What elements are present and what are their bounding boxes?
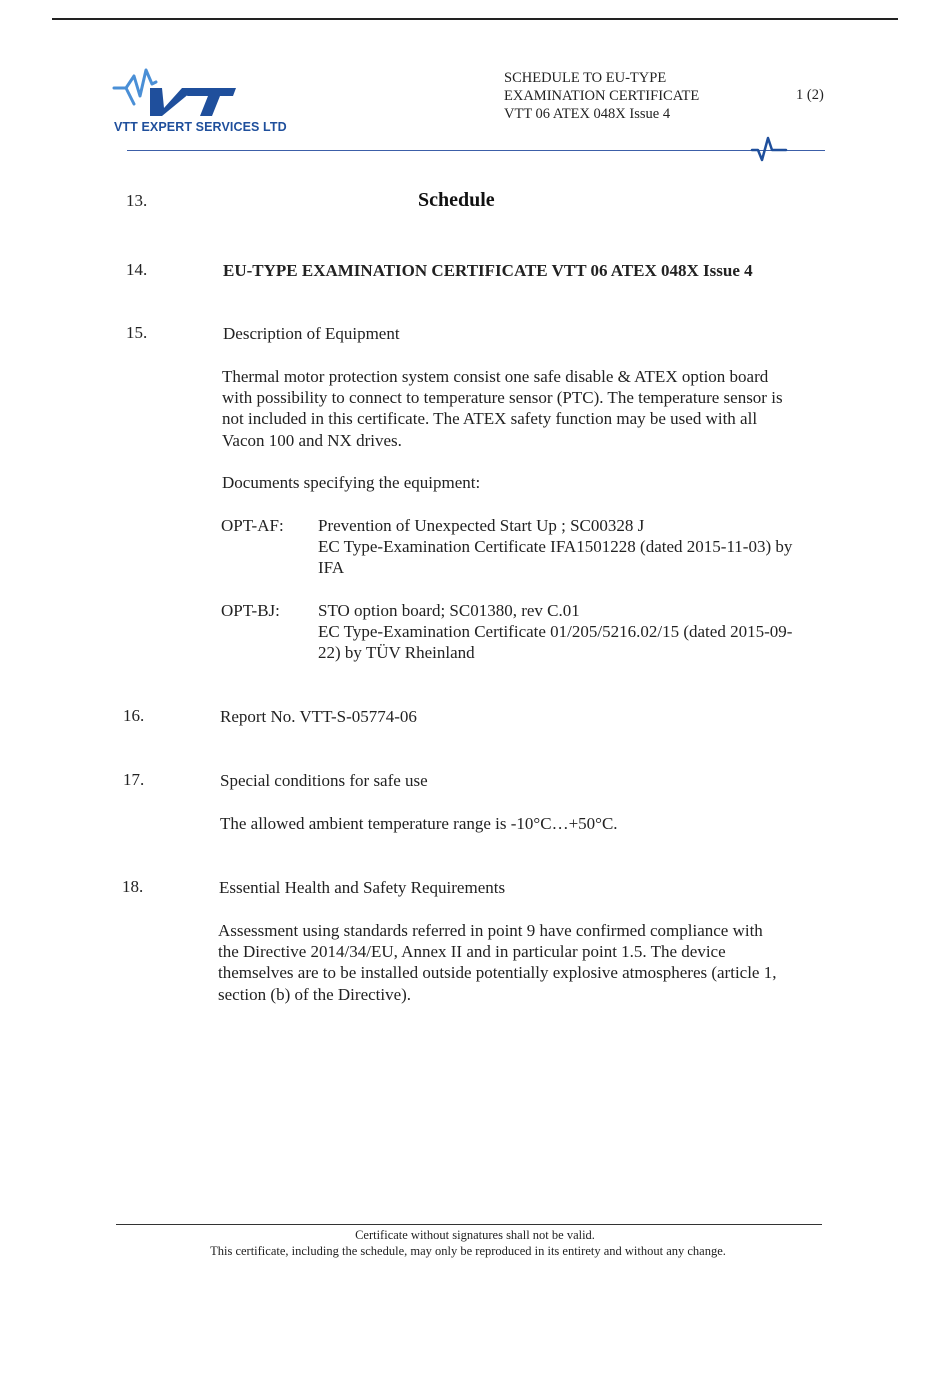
opt-af-details [318, 515, 792, 579]
header-line-1: SCHEDULE TO EU-TYPE [504, 70, 667, 86]
footer-reproduction-note: This certificate, including the schedule, may only be reproduced in its entirety and without any change. [210, 1244, 726, 1258]
section-13-number: 13. [126, 191, 148, 210]
footer-rule [116, 1224, 822, 1225]
section-17-number: 17. [123, 770, 145, 789]
assessment-line: section (b) of the Directive). [218, 984, 412, 1004]
equipment-description [222, 366, 783, 451]
assessment-line: the Directive 2014/34/EU, Annex II and in particular point 1.5. The device [218, 942, 726, 962]
section-18-title: Essential Health and Safety Requirements [219, 878, 506, 897]
description-line: with possibility to connect to temperature sensor (PTC). The temperature sensor is [222, 388, 783, 408]
opt-bj-line: EC Type-Examination Certificate 01/205/5216.02/15 (dated 2015-09- [318, 622, 793, 642]
description-line: Vacon 100 and NX drives. [222, 430, 402, 450]
opt-af-line: EC Type-Examination Certificate IFA1501228 (dated 2015-11-03) by [318, 537, 793, 557]
opt-bj-details [318, 600, 792, 664]
section-15-title: Description of Equipment [223, 324, 400, 343]
report-number: Report No. VTT-S-05774-06 [220, 707, 417, 726]
page-number: 1 (2) [796, 87, 824, 103]
assessment-line: themselves are to be installed outside potentially explosive atmospheres (article 1, [218, 963, 777, 983]
opt-af-label: OPT-AF: [221, 516, 284, 535]
documents-intro: Documents specifying the equipment: [222, 473, 481, 492]
certificate-title: EU-TYPE EXAMINATION CERTIFICATE VTT 06 ATEX 048X Issue 4 [223, 261, 753, 280]
header-line-3: VTT 06 ATEX 048X Issue 4 [504, 106, 671, 122]
section-18-number: 18. [122, 877, 144, 896]
temperature-range: The allowed ambient temperature range is -10°C…+50°C. [220, 814, 618, 833]
schedule-title: Schedule [418, 189, 495, 211]
opt-bj-line: 22) by TÜV Rheinland [318, 643, 475, 663]
wave-mark-icon [748, 134, 788, 162]
opt-bj-line: STO option board; SC01380, rev C.01 [318, 601, 580, 620]
section-15-number: 15. [126, 323, 148, 342]
description-line: Thermal motor protection system consist one safe disable & ATEX option board [222, 367, 769, 386]
opt-bj-label: OPT-BJ: [221, 601, 280, 620]
section-16-number: 16. [123, 706, 145, 725]
assessment-text [218, 920, 776, 1005]
company-name: VTT EXPERT SERVICES LTD [114, 120, 287, 134]
section-14-number: 14. [126, 260, 148, 279]
description-line: not included in this certificate. The ATEX safety function may be used with all [222, 409, 758, 429]
opt-af-line: Prevention of Unexpected Start Up ; SC00328 J [318, 516, 645, 535]
top-rule [52, 18, 898, 20]
section-17-title: Special conditions for safe use [220, 771, 428, 790]
assessment-line: Assessment using standards referred in point 9 have confirmed compliance with [218, 921, 763, 940]
header-rule [127, 150, 825, 151]
header-line-2: EXAMINATION CERTIFICATE [504, 88, 700, 104]
opt-af-line: IFA [318, 558, 345, 578]
document-header [504, 69, 699, 123]
footer-validity-note: Certificate without signatures shall not be valid. [355, 1228, 595, 1242]
